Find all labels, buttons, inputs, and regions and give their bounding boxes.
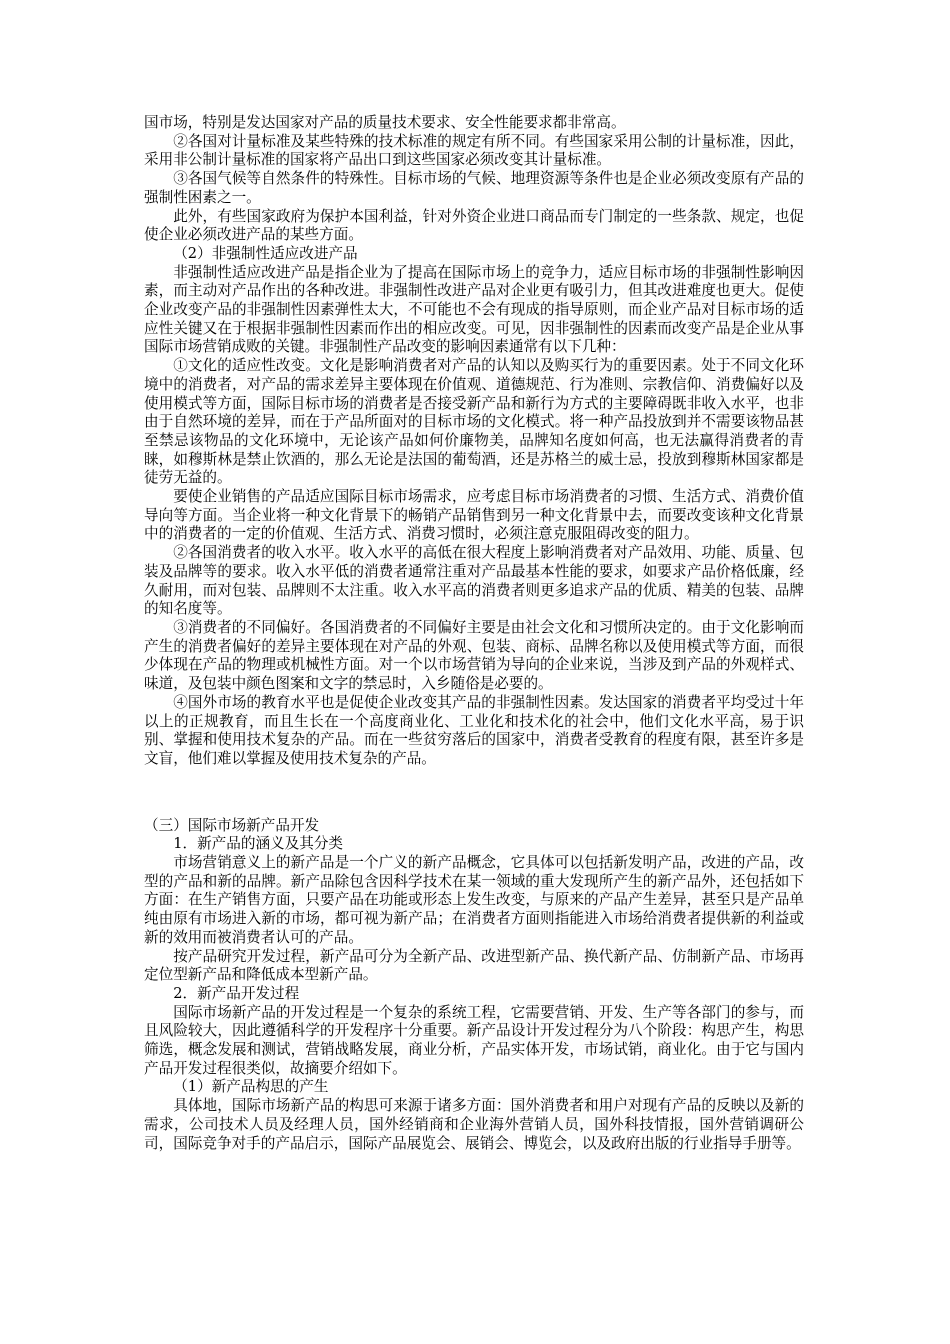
subheading-new-product-definition: 1．新产品的涵义及其分类 — [173, 835, 344, 853]
subheading-development-process: 2．新产品开发过程 — [173, 984, 300, 1002]
paragraph-development-stages: 国际市场新产品的开发过程是一个复杂的系统工程，它需要营销、开发、生产等各部门的参与，而且风险较大，因此遵循科学的开发程序十分重要。新产品设计开发过程分为八个阶段：构思产生，构思筛选，概念发展和测试，营销战略发展，商业分析，产品实体开发，市场试销，商业化。由于它与国内产品开发过程很类似，故摘要介绍如下。 — [144, 1003, 804, 1077]
subheading-idea-generation: （1）新产品构思的产生 — [173, 1078, 329, 1096]
paragraph-consumer-preferences: ③消费者的不同偏好。各国消费者的不同偏好主要是由社会文化和习惯所决定的。由于文化影响而产生的消费者偏好的差异主要体现在对产品的外观、包装、商标、品牌名称以及使用模式等方面，而很少体现在产品的物理或机械性方面。对一个以市场营销为导向的企业来说，当涉及到产品的外观样式、味道，及包装中颜色图案和文字的禁忌时，入乡随俗是必要的。 — [144, 618, 804, 693]
paragraph-non-mandatory-definition: 非强制性适应改进产品是指企业为了提高在国际市场上的竞争力，适应目标市场的非强制性影响因素，而主动对产品作出的各种改进。非强制性改进产品对企业更有吸引力，但其改进难度也更大。促使企业改变产品的非强制性因素弹性太大，不可能也不会有现成的指导原则，而企业产品对目标市场的适应性关键又在于根据非强制性因素而作出的相应改变。可见，因非强制性的因素而改变产品是企业从事国际市场营销成败的关键。非强制性产品改变的影响因素通常有以下几种： — [144, 263, 804, 356]
paragraph-income-level: ②各国消费者的收入水平。收入水平的高低在很大程度上影响消费者对产品效用、功能、质量、包装及品牌等的要求。收入水平低的消费者通常注重对产品最基本性能的要求，如要求产品价格低廉，经久耐用，而对包装、品牌则不太注重。收入水平高的消费者则更多追求产品的优质、精美的包装、品牌的知名度等。 — [144, 544, 804, 618]
subheading-non-mandatory-adaptation: （2）非强制性适应改进产品 — [173, 244, 358, 262]
paragraph-continued: 国市场，特别是发达国家对产品的质量技术要求、安全性能要求都非常高。 — [144, 114, 626, 131]
paragraph-education-level: ④国外市场的教育水平也是促使企业改变其产品的非强制性因素。发达国家的消费者平均受过十年以上的正规教育，而且生长在一个高度商业化、工业化和技术化的社会中，他们文化水平高，易于识别、掌握和使用技术复杂的产品。而在一些贫穷落后的国家中，消费者受教育的程度有限，甚至许多是文盲，他们难以掌握及使用技术复杂的产品。 — [144, 693, 804, 767]
paragraph-consumer-habits: 要使企业销售的产品适应国际目标市场需求，应考虑目标市场消费者的习惯、生活方式、消费价值导向等方面。当企业将一种文化背景下的畅销产品销售到另一种文化背景中去，而要改变该种文化背景中的消费者的一定的价值观、生活方式、消费习惯时，必须注意克服阻碍改变的阻力。 — [144, 488, 804, 543]
section-heading-new-product-development: （三）国际市场新产品开发 — [144, 816, 320, 834]
paragraph-new-product-types: 按产品研究开发过程，新产品可分为全新产品、改进型新产品、换代新产品、仿制新产品、市场再定位型新产品和降低成本型新产品。 — [144, 947, 804, 984]
paragraph-cultural-adaptation: ①文化的适应性改变。文化是影响消费者对产品的认知以及购买行为的重要因素。处于不同文化环境中的消费者，对产品的需求差异主要体现在价值观、道德规范、行为准则、宗教信仰、消费偏好以及使用模式等方面，国际目标市场的消费者是否接受新产品和新行为方式的主要障碍既非收入水平，也非由于自然环境的差异，而在于产品所面对的目标市场的文化模式。将一种产品投放到并不需要该物品甚至禁忌该物品的文化环境中，无论该产品如何价廉物美，品牌知名度如何高，也无法赢得消费者的青睐，如穆斯林是禁止饮酒的，那么无论是法国的葡萄酒，还是苏格兰的威士忌，投放到穆斯林国家都是徒劳无益的。 — [144, 357, 804, 487]
paragraph-measurement-standards: ②各国对计量标准及某些特殊的技术标准的规定有所不同。有些国家采用公制的计量标准，因此，采用非公制计量标准的国家将产品出口到这些国家必须改变其计量标准。 — [144, 132, 804, 169]
section-gap — [144, 769, 804, 817]
document-page — [144, 114, 804, 1153]
paragraph-idea-sources: 具体地，国际市场新产品的构思可来源于诸多方面：国外消费者和用户对现有产品的反映以及新的需求，公司技术人员及经理人员，国外经销商和企业海外营销人员，国外科技情报，国外营销调研公司，国际竞争对手的产品启示，国际产品展览会、展销会、博览会，以及政府出版的行业指导手册等。 — [144, 1097, 804, 1152]
paragraph-climate-conditions: ③各国气候等自然条件的特殊性。目标市场的气候、地理资源等条件也是企业必须改变原有产品的强制性困素之一。 — [144, 170, 804, 206]
paragraph-new-product-concept: 市场营销意义上的新产品是一个广义的新产品概念，它具体可以包括新发明产品，改进的产品，改型的产品和新的品牌。新产品除包含因科学技术在某一领域的重大发现所产生的新产品外，还包括如下方面：在生产销售方面，只要产品在功能或形态上发生改变，与原来的产品产生差异，甚至只是产品单纯由原有市场进入新的市场，都可视为新产品；在消费者方面则指能进入市场给消费者提供新的利益或新的效用而被消费者认可的产品。 — [144, 854, 804, 946]
paragraph-government-regulations: 此外，有些国家政府为保护本国利益，针对外资企业进口商品而专门制定的一些条款、规定，也促使企业必须改进产品的某些方面。 — [144, 207, 804, 244]
